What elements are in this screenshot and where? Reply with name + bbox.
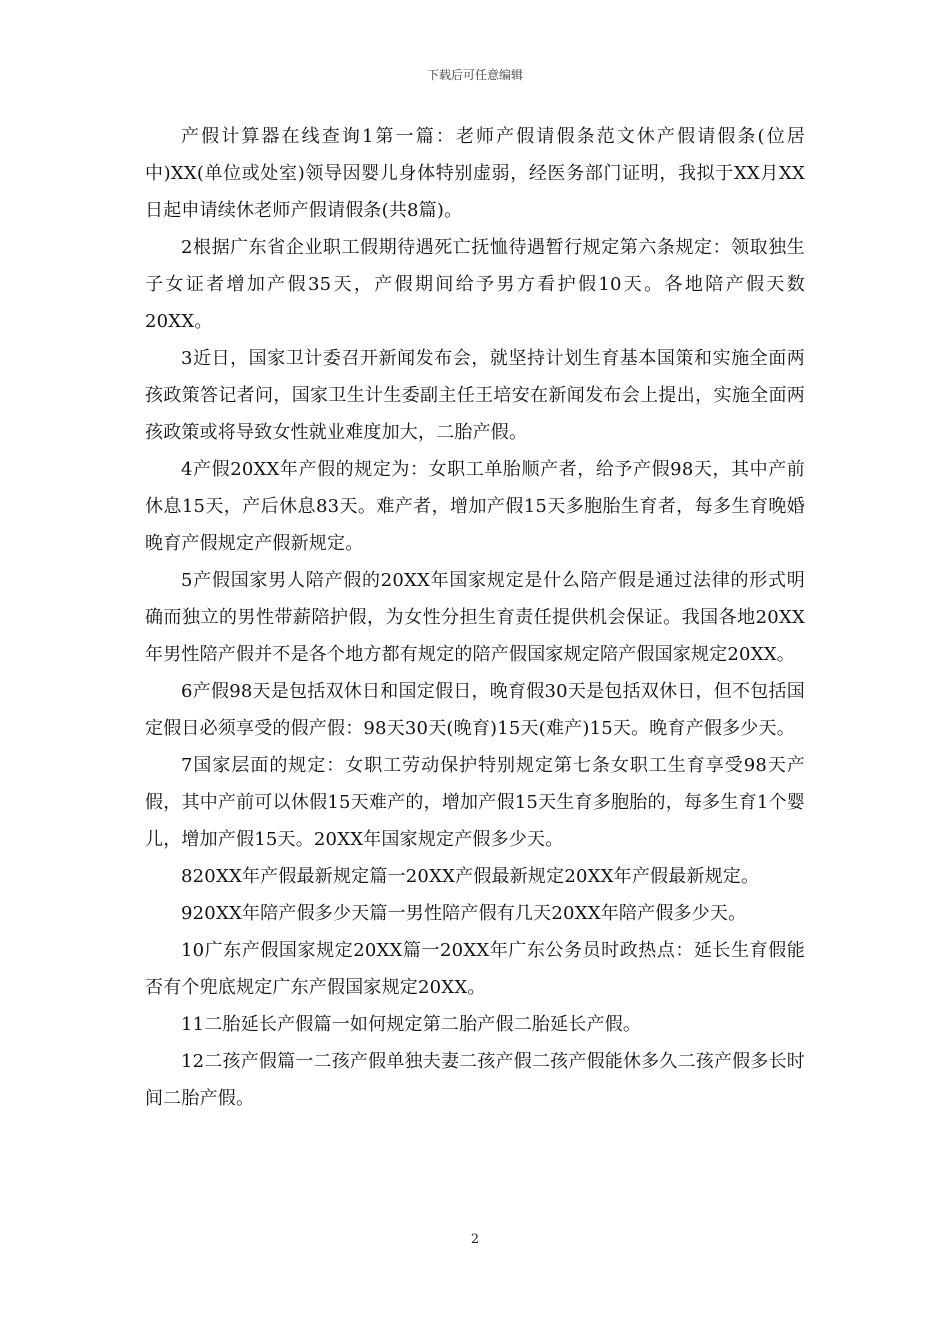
paragraph-3: 3近日，国家卫计委召开新闻发布会，就坚持计划生育基本国策和实施全面两孩政策答记者问，国家卫生计生委副主任王培安在新闻发布会上提出，实施全面两孩政策或将导致女性就业难度加大，二胎产假。 bbox=[145, 348, 805, 443]
paragraph-1: 产假计算器在线查询1第一篇：老师产假请假条范文休产假请假条(位居中)XX(单位或处室)领导因婴儿身体特别虚弱，经医务部门证明，我拟于XX月XX日起申请续休老师产假请假条(共8篇)。 bbox=[145, 126, 805, 221]
document-body bbox=[145, 118, 805, 1117]
paragraph-12: 12二孩产假篇一二孩产假单独夫妻二孩产假二孩产假能休多久二孩产假多长时间二胎产假。 bbox=[145, 1051, 805, 1109]
paragraph-6: 6产假98天是包括双休日和国定假日，晚育假30天是包括双休日，但不包括国定假日必须享受的假产假：98天30天(晚育)15天(难产)15天。晚育产假多少天。 bbox=[145, 681, 805, 739]
paragraph-8: 820XX年产假最新规定篇一20XX产假最新规定20XX年产假最新规定。 bbox=[181, 866, 760, 887]
page-number: 2 bbox=[470, 1232, 480, 1247]
paragraph-11: 11二胎延长产假篇一如何规定第二胎产假二胎延长产假。 bbox=[181, 1014, 642, 1035]
paragraph-10: 10广东产假国家规定20XX篇一20XX年广东公务员时政热点：延长生育假能否有个兜底规定广东产假国家规定20XX。 bbox=[145, 940, 805, 998]
paragraph-5: 5产假国家男人陪产假的20XX年国家规定是什么陪产假是通过法律的形式明确而独立的男性带薪陪护假，为女性分担生育责任提供机会保证。我国各地20XX年男性陪产假并不是各个地方都有规定的陪产假国家规定陪产假国家规定20XX。 bbox=[145, 570, 805, 665]
paragraph-7: 7国家层面的规定：女职工劳动保护特别规定第七条女职工生育享受98天产假，其中产前可以休假15天难产的，增加产假15天生育多胞胎的，每多生育1个婴儿，增加产假15天。20XX年国家规定产假多少天。 bbox=[145, 755, 805, 850]
paragraph-2: 2根据广东省企业职工假期待遇死亡抚恤待遇暂行规定第六条规定：领取独生子女证者增加产假35天，产假期间给予男方看护假10天。各地陪产假天数20XX。 bbox=[145, 237, 805, 332]
paragraph-9: 920XX年陪产假多少天篇一男性陪产假有几天20XX年陪产假多少天。 bbox=[181, 903, 747, 924]
paragraph-4: 4产假20XX年产假的规定为：女职工单胎顺产者，给予产假98天，其中产前休息15天，产后休息83天。难产者，增加产假15天多胞胎生育者，每多生育晚婚晚育产假规定产假新规定。 bbox=[145, 459, 805, 554]
header-note: 下载后可任意编辑 bbox=[426, 68, 523, 82]
